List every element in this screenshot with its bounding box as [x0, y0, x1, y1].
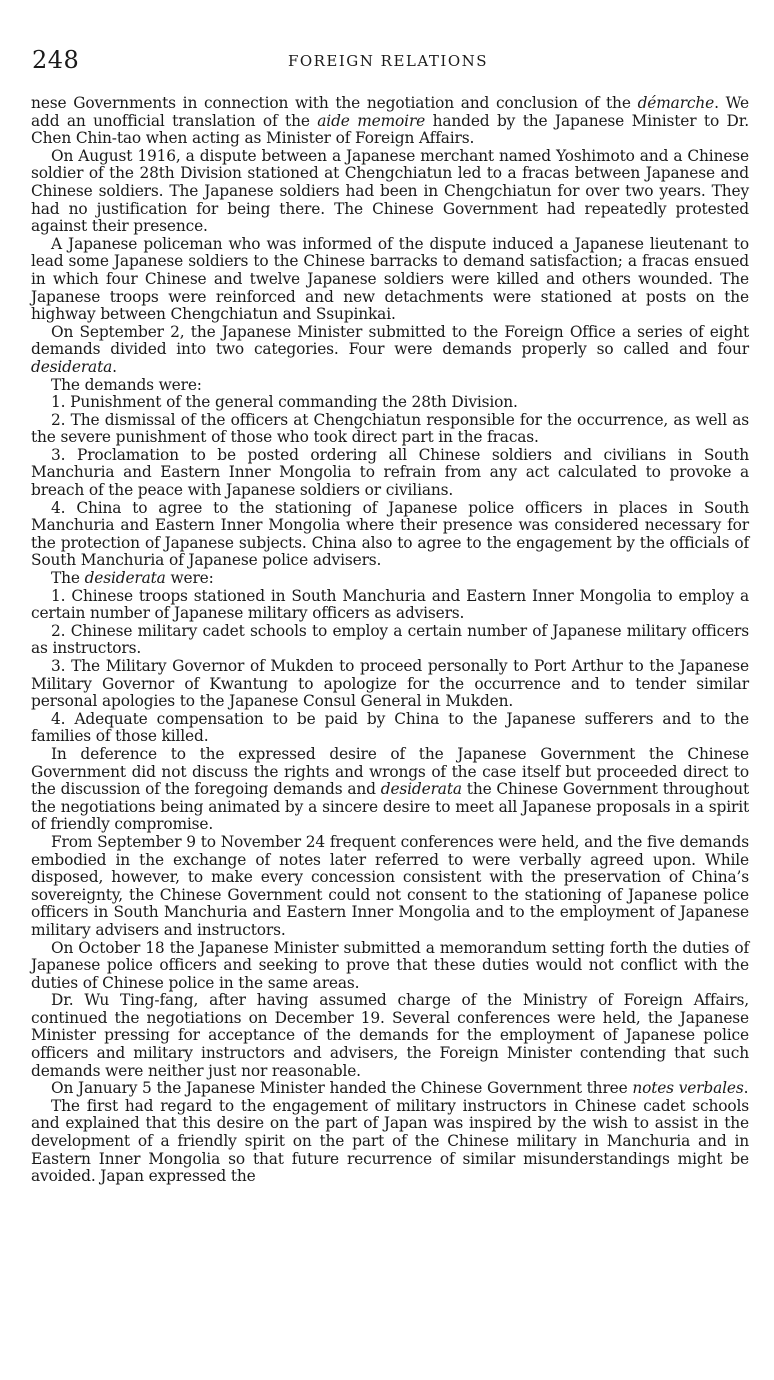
- paragraph: 4. China to agree to the stationing of Japanese police officers in places in South Manchuria and Eastern Inner Mongolia where their presence was considered necessary for the protection of Japanese subjects. China also to agree to the engagement by the officials of South Manchuria of Japanese police advisers.: [31, 498, 749, 570]
- paragraph: The desiderata were:: [51, 569, 214, 588]
- paragraph: On August 1916, a dispute between a Japanese merchant named Yoshimoto and a Chinese soldier of the 28th Division stationed at Chengchiatun led to a fracas between Japanese and Chinese soldiers. The Japanese soldiers had been in Chengchiatun for over two years. They had no justification for being there. The Chinese Government had repeatedly protested against their presence.: [31, 146, 749, 236]
- paragraph: A Japanese policeman who was informed of the dispute induced a Japanese lieutenant to lead some Japanese soldiers to the Chinese barracks to demand satisfaction; a fracas ensued in which four Chinese and twelve Japanese soldiers were killed and others wounded. The Japanese troops were reinforced and new detachments were stationed at posts on the highway between Chengchiatun and Ssupinkai.: [31, 234, 749, 324]
- page-header: [32, 46, 744, 76]
- paragraph: 2. The dismissal of the officers at Chengchiatun responsible for the occurrence, as well as the severe punishment of those who took direct part in the fracas.: [31, 410, 749, 447]
- paragraph: 3. Proclamation to be posted ordering all Chinese soldiers and civilians in South Manchuria and Eastern Inner Mongolia to refrain from any act calculated to provoke a breach of the peace with Japanese soldiers or civilians.: [31, 445, 749, 500]
- paragraph: 2. Chinese military cadet schools to employ a certain number of Japanese military officers as instructors.: [31, 621, 749, 658]
- body-text: [31, 95, 749, 1186]
- paragraph: From September 9 to November 24 frequent conferences were held, and the five demands embodied in the exchange of notes later referred to were verbally agreed upon. While disposed, however, to make every concession consistent with the preservation of China’s sovereignty, the Chinese Government could not consent to the stationing of Japanese police officers in South Manchuria and Eastern Inner Mongolia and to the employment of Japanese military advisers and instructors.: [31, 832, 749, 939]
- paragraph: On September 2, the Japanese Minister submitted to the Foreign Office a series of eight demands divided into two categories. Four were demands properly so called and four desiderata.: [31, 322, 749, 376]
- paragraph: Dr. Wu Ting-fang, after having assumed charge of the Ministry of Foreign Affairs, continued the negotiations on December 19. Several conferences were held, the Japanese Minister pressing for acceptance of the demands for the employment of Japanese police officers and military instructors and advisers, the Foreign Minister contending that such demands were neither just nor reasonable.: [31, 991, 749, 1080]
- paragraph: 4. Adequate compensation to be paid by China to the Japanese sufferers and to the families of those killed.: [31, 709, 749, 746]
- paragraph: The first had regard to the engagement of military instructors in Chinese cadet schools and explained that this desire on the part of Japan was inspired by the wish to assist in the development of a friendly spirit on the part of the Chinese military in Manchuria and in Eastern Inner Mongolia so that future recurrence of similar misunderstandings might be avoided. Japan expressed the: [31, 1096, 749, 1186]
- page-number: 248: [32, 46, 80, 74]
- paragraph: 3. The Military Governor of Mukden to proceed personally to Port Arthur to the Japanese Military Governor of Kwantung to apologize for the occurrence and to tender similar personal apologies to the Japanese Consul General in Mukden.: [31, 657, 749, 711]
- paragraph: On October 18 the Japanese Minister submitted a memorandum setting forth the duties of Japanese police officers and seeking to prove that these duties would not conflict with the duties of Chinese police in the same areas.: [31, 938, 749, 992]
- paragraph: 1. Chinese troops stationed in South Manchuria and Eastern Inner Mongolia to employ a certain number of Japanese military officers as advisers.: [31, 586, 749, 623]
- paragraph: On January 5 the Japanese Minister handed the Chinese Government three notes verbales.: [51, 1079, 749, 1098]
- running-head: FOREIGN RELATIONS: [287, 52, 489, 70]
- paragraph: nese Governments in connection with the negotiation and conclusion of the démarche. We add an unofficial translation of the aide memoire handed by the Japanese Minister to Dr. Chen Chin-tao when acting as Minister of Foreign Affairs.: [31, 94, 750, 148]
- paragraph: The demands were:: [51, 375, 202, 394]
- paragraph: In deference to the expressed desire of the Japanese Government the Chinese Government did not discuss the rights and wrongs of the case itself but proceeded direct to the discussion of the foregoing demands and desiderata the Chinese Government throughout the negotiations being animated by a sincere desire to meet all Japanese proposals in a spirit of friendly compromise.: [31, 744, 749, 834]
- paragraph: 1. Punishment of the general commanding the 28th Division.: [51, 393, 518, 412]
